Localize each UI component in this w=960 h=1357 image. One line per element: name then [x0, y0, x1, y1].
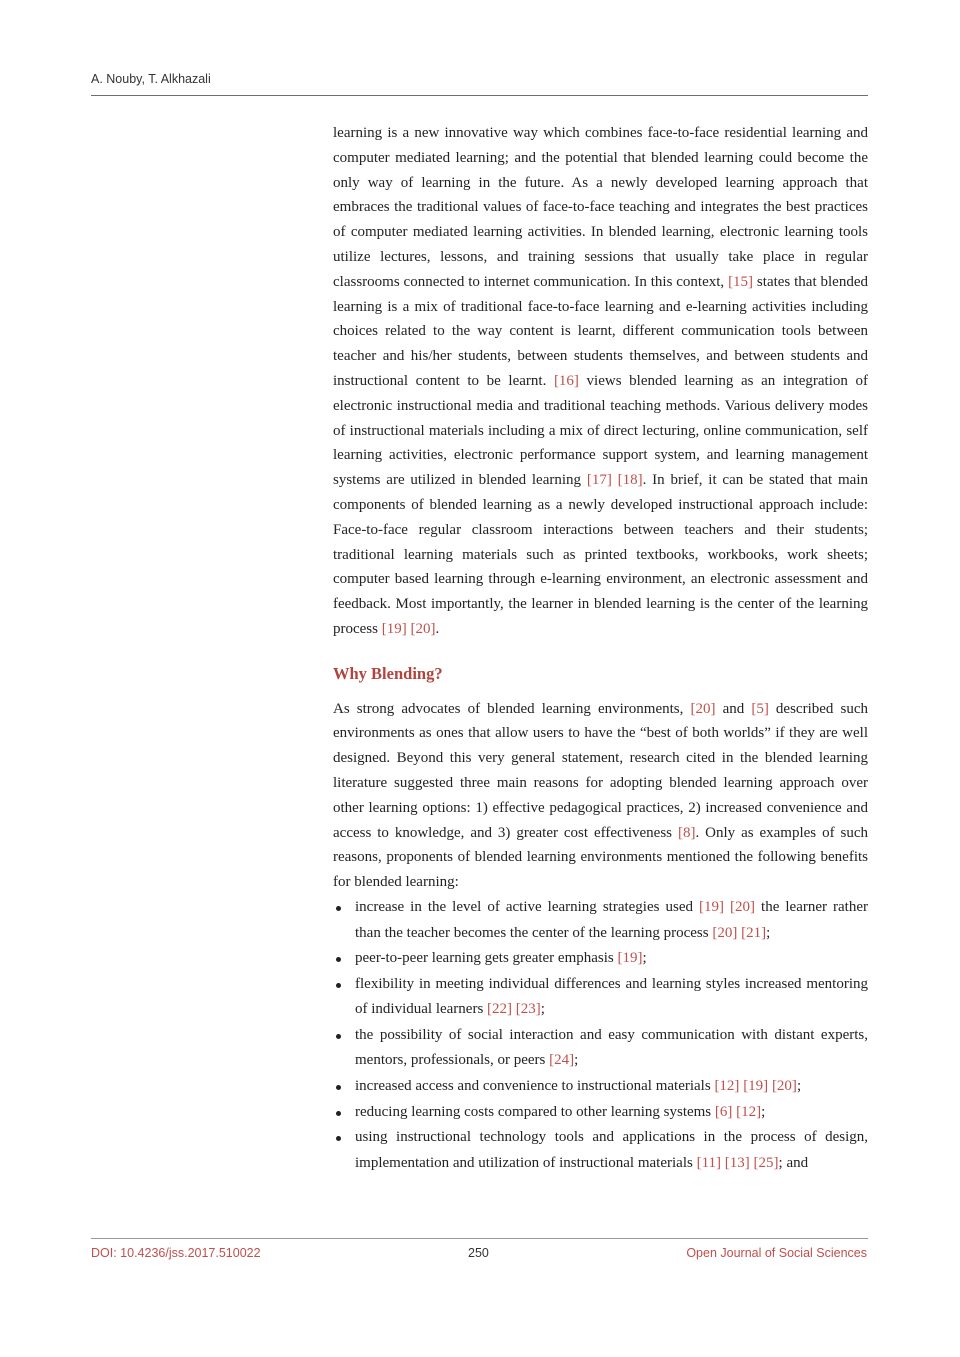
- list-item: [333, 1023, 868, 1074]
- citation-link[interactable]: [20]: [730, 898, 756, 915]
- doi-link[interactable]: DOI: 10.4236/jss.2017.510022: [91, 1246, 261, 1260]
- citation-link[interactable]: [20]: [771, 1078, 797, 1095]
- list-item: [333, 1125, 868, 1176]
- text-run: states that blended learning is a mix of traditional face-to-face learning and e-learning activities including choices related to the way content is learnt, different communication tools between teacher and his/her students, between students themselves, and between students and instructional content to be learnt.: [333, 273, 868, 389]
- citation-link[interactable]: [19]: [743, 1078, 769, 1095]
- text-run: As strong advocates of blended learning environments,: [333, 700, 691, 717]
- list-item: [333, 972, 868, 1023]
- text-run: increased access and convenience to instructional materials: [355, 1078, 715, 1095]
- text-run: ;: [761, 1103, 766, 1120]
- journal-link[interactable]: Open Journal of Social Sciences: [686, 1246, 867, 1260]
- citation-link[interactable]: [12]: [736, 1103, 762, 1120]
- citation-link[interactable]: [19]: [617, 950, 643, 967]
- text-run: the possibility of social interaction and easy communication with distant experts, mentors, professionals, or peers: [355, 1026, 868, 1069]
- citation-link[interactable]: [12]: [714, 1078, 740, 1095]
- citation-link[interactable]: [22]: [487, 1001, 513, 1018]
- text-run: ;: [642, 950, 647, 967]
- citation-link[interactable]: [20]: [410, 620, 436, 637]
- text-run: ;: [540, 1001, 545, 1018]
- citation-link[interactable]: [5]: [751, 700, 769, 717]
- citation-link[interactable]: [20]: [690, 700, 716, 717]
- citation-link[interactable]: [16]: [553, 372, 579, 389]
- citation-link[interactable]: [15]: [728, 273, 754, 290]
- citation-link[interactable]: [25]: [753, 1154, 779, 1171]
- list-item: [333, 1100, 868, 1126]
- paragraph-blended-learning-definition: [333, 121, 868, 642]
- text-run: . Only as examples of such reasons, proponents of blended learning environments mentioned the following benefits for blended learning:: [333, 824, 868, 891]
- citation-link[interactable]: [8]: [677, 824, 696, 841]
- footer-divider: [91, 1238, 868, 1239]
- text-run: learning is a new innovative way which combines face-to-face residential learning and computer mediated learning; and the potential that blended learning could become the only way of learning in the future. As a newly developed learning approach that embraces the traditional values of face-to-face teaching and integrates the best practices of computer mediated learning activities. In blended learning, electronic learning tools utilize lectures, lessons, and training sessions that usually take place in regular classrooms connected to internet communication. In this context,: [333, 125, 868, 290]
- text-run: using instructional technology tools and applications in the process of design, implementation and utilization of instructional materials: [355, 1129, 868, 1171]
- citation-link[interactable]: [13]: [724, 1154, 750, 1171]
- body-column: [333, 121, 868, 1176]
- text-run: reducing learning costs compared to other learning systems: [355, 1103, 715, 1120]
- text-run: and: [715, 700, 752, 717]
- citation-link[interactable]: [19]: [381, 620, 407, 637]
- benefits-list: [333, 895, 868, 1177]
- text-run: increase in the level of active learning strategies used: [355, 898, 699, 915]
- citation-link[interactable]: [20]: [712, 924, 738, 941]
- header-divider: [91, 95, 868, 96]
- text-run: . In brief, it can be stated that main components of blended learning as a newly developed instructional approach include: Face-to-face regular classroom interactions between teachers and their students; traditional learning materials such as printed textbooks, workbooks, work sheets; computer based learning through e-learning environment, an electronic assessment and feedback. Most importantly, the learner in blended learning is the center of the learning process: [333, 472, 869, 637]
- text-run: ;: [574, 1052, 579, 1069]
- citation-link[interactable]: [18]: [617, 472, 643, 489]
- text-run: described such environments as ones that allow users to have the “best of both worlds” if they are well designed. Beyond this very general statement, research cited in the blended learning literature suggested three main reasons for adopting blended learning approach over other learning options: 1) effective pedagogical practices, 2) increased convenience and access to knowledge, and 3) greater cost effectiveness: [333, 700, 868, 841]
- text-run: .: [435, 620, 440, 637]
- page-number: 250: [468, 1246, 489, 1260]
- citation-link[interactable]: [21]: [741, 924, 767, 941]
- list-item: [333, 946, 868, 972]
- citation-link[interactable]: [17]: [586, 472, 612, 489]
- text-run: views blended learning as an integration of electronic instructional media and traditional teaching methods. Various delivery modes of instructional materials including a mix of direct lecturing, online communication, self learning activities, electronic performance support system, and learning management systems are utilized in blended learning: [333, 372, 868, 489]
- citation-link[interactable]: [23]: [515, 1001, 541, 1018]
- text-run: ; and: [778, 1154, 809, 1171]
- citation-link[interactable]: [24]: [549, 1052, 575, 1069]
- text-run: the learner rather than the teacher becomes the center of the learning process: [355, 898, 868, 941]
- citation-link[interactable]: [6]: [714, 1103, 733, 1120]
- section-heading: Why Blending?: [333, 663, 443, 683]
- text-run: flexibility in meeting individual differences and learning styles increased mentoring of individual learners: [355, 975, 868, 1018]
- text-run: ;: [766, 924, 771, 941]
- list-item: [333, 895, 868, 946]
- text-run: peer-to-peer learning gets greater emphasis: [355, 950, 618, 967]
- paragraph-why-blending: [333, 697, 868, 895]
- running-head-authors: A. Nouby, T. Alkhazali: [91, 72, 211, 86]
- text-run: ;: [796, 1078, 802, 1095]
- list-item: [333, 1074, 868, 1100]
- citation-link[interactable]: [19]: [699, 898, 724, 915]
- citation-link[interactable]: [11]: [696, 1154, 722, 1171]
